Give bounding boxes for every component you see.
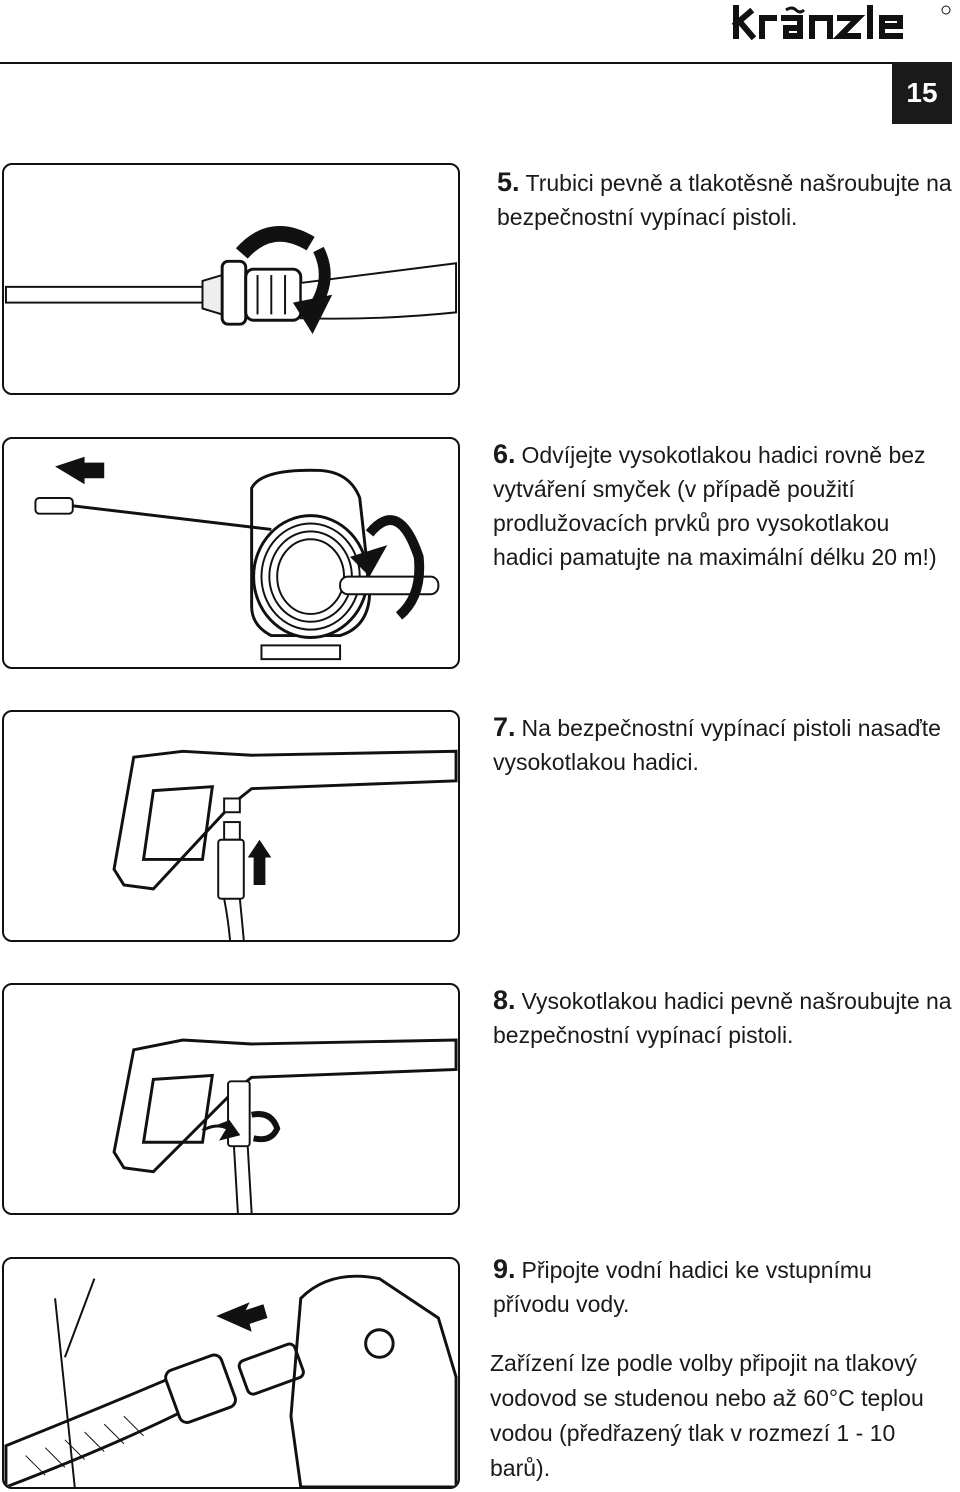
step-text: Vysokotlakou hadici pevně našroubujte na bezpečnostní vypínací pistoli. — [493, 988, 952, 1048]
figure-step-5 — [2, 163, 460, 395]
gun-hose-attach-illustration — [4, 712, 458, 940]
kranzle-logo — [730, 4, 955, 40]
step-number: 9. — [493, 1254, 516, 1284]
step-9 — [493, 1252, 953, 1321]
figure-step-7 — [2, 710, 460, 942]
gun-hose-screw-illustration — [4, 985, 458, 1213]
step-text: Trubici pevně a tlakotěsně našroubujte na bezpečnostní vypínací pistoli. — [497, 170, 952, 230]
step-7 — [493, 710, 953, 779]
step-text: Na bezpečnostní vypínací pistoli nasaďte vysokotlakou hadici. — [493, 715, 941, 775]
step-number: 7. — [493, 712, 516, 742]
hose-reel-illustration — [4, 439, 458, 667]
water-inlet-illustration — [4, 1259, 458, 1487]
lance-gun-illustration — [4, 165, 458, 393]
step-number: 5. — [497, 167, 520, 197]
figure-step-9 — [2, 1257, 460, 1489]
step-number: 6. — [493, 439, 516, 469]
step-number: 8. — [493, 985, 516, 1015]
step-5 — [497, 165, 957, 234]
step-text: Odvíjejte vysokotlakou hadici rovně bez vytváření smyček (v případě použití prodlužovacích prvků pro vysokotlakou hadici pamatujte na maximální délku 20 m!) — [493, 442, 937, 570]
page-number: 15 — [892, 62, 952, 124]
figure-step-8 — [2, 983, 460, 1215]
step-6 — [493, 437, 953, 574]
figure-step-6 — [2, 437, 460, 669]
header-rule — [0, 62, 892, 64]
water-supply-note: Zařízení lze podle volby připojit na tlakový vodovod se studenou nebo až 60°C teplou vodou (předřazený tlak v rozmezí 1 - 10 barů). — [490, 1350, 924, 1481]
step-8 — [493, 983, 953, 1052]
kranzle-logo-image — [730, 4, 955, 40]
step-text: Připojte vodní hadici ke vstupnímu přívodu vody. — [493, 1257, 872, 1317]
